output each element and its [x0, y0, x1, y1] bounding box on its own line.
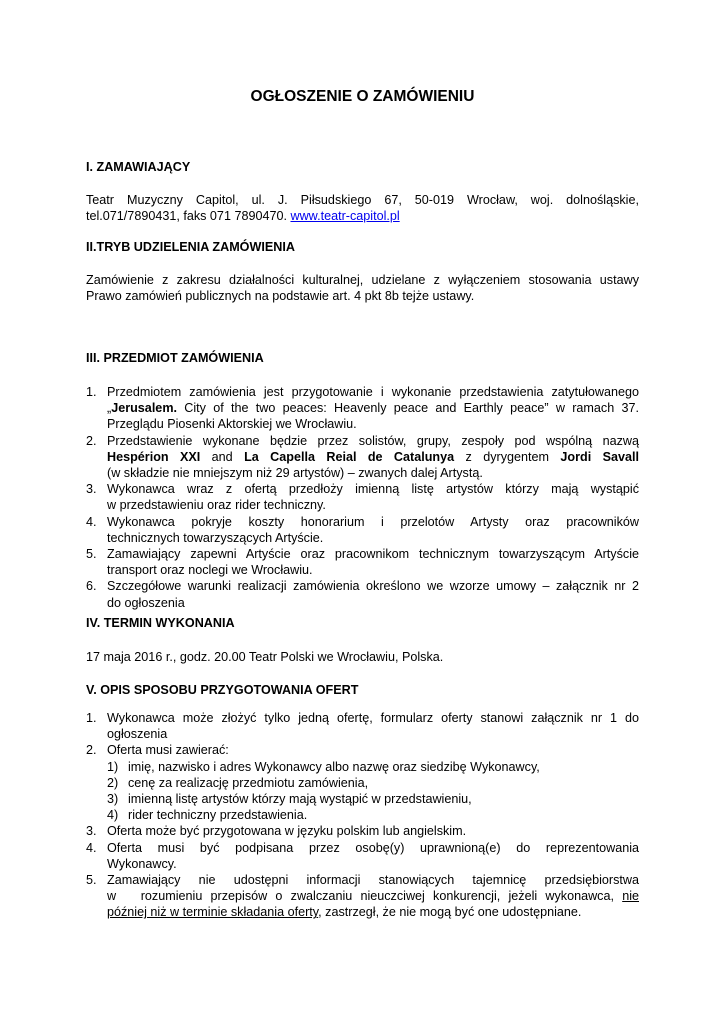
bold-conductor: Jordi Savall — [560, 449, 639, 464]
conductor-text: z dyrygentem — [454, 449, 561, 464]
item-number: 4. — [86, 514, 97, 529]
section-1-heading: I. ZAMAWIAJĄCY — [86, 160, 191, 174]
confidentiality-text: w rozumieniu przepisów o zwalczaniu nieuczciwej konkurencji, jeżeli wykonawca, — [107, 889, 623, 904]
item-line: Wykonawca pokryje koszty honorarium i przelotów Artysty oraz pracowników — [107, 514, 639, 529]
item-line: Zamawiający nie udostępni informacji stanowiących tajemnicę przedsiębiorstwa — [107, 873, 639, 888]
section-5-heading: V. OPIS SPOSOBU PRZYGOTOWANIA OFERT — [86, 683, 359, 697]
contact-text: tel.071/7890431, faks 071 7890470. — [86, 209, 291, 224]
item-number: 5. — [86, 547, 97, 562]
sub-list-item — [107, 791, 639, 807]
sub-item-text: cenę za realizację przedmiotu zamówienia, — [128, 775, 369, 790]
item-line: Przedstawienie wykonane będzie przez solistów, grupy, zespoły pod wspólną nazwą — [107, 433, 639, 448]
item-line: Szczegółowe warunki realizacji zamówienia określono we wzorze umowy – załącznik nr 2 — [107, 579, 639, 594]
section-1-line-1: Teatr Muzyczny Capitol, ul. J. Piłsudskiego 67, 50-019 Wrocław, woj. dolnośląskie, — [86, 193, 639, 207]
and-text: and — [200, 449, 245, 464]
item-line: Zamawiający zapewni Artyście oraz pracownikom technicznym towarzyszącym Artyście — [107, 547, 639, 562]
item-line — [107, 904, 639, 920]
bold-ensemble-1: Hespérion XXI — [107, 449, 201, 464]
item-line: Oferta może być przygotowana w języku polskim lub angielskim. — [107, 824, 467, 839]
sub-item-number: 1) — [107, 759, 119, 774]
item-line: do ogłoszenia — [107, 595, 185, 610]
item-line: ogłoszenia — [107, 727, 168, 742]
bold-ensemble-2: La Capella Reial de Catalunya — [244, 449, 455, 464]
item-line: Przedmiotem zamówienia jest przygotowanie i wykonanie przedstawienia zatytułowanego — [107, 385, 639, 399]
section-2-heading: II.TRYB UDZIELENIA ZAMÓWIENIA — [86, 240, 295, 254]
bold-title: Jerusalem. — [111, 401, 178, 416]
list-item — [86, 546, 639, 578]
list-item — [86, 481, 639, 513]
sub-list — [107, 759, 639, 824]
item-number: 2. — [86, 433, 97, 448]
list-item — [86, 384, 639, 433]
item-number: 1. — [86, 711, 97, 725]
item-number: 6. — [86, 579, 97, 594]
sub-item-number: 2) — [107, 775, 119, 790]
website-link[interactable]: www.teatr-capitol.pl — [290, 209, 400, 224]
open-quote: „ — [107, 401, 112, 416]
sub-list-item — [107, 759, 639, 775]
item-number: 5. — [86, 873, 97, 888]
item-line: w przedstawieniu oraz rider techniczny. — [107, 498, 326, 513]
item-number: 2. — [86, 743, 97, 758]
list-item — [86, 514, 639, 546]
section-1-line-2 — [86, 208, 639, 224]
item-line: Wykonawca wraz z ofertą przedłoży imienną listę artystów którzy mają wystąpić — [107, 482, 639, 497]
section-3-heading: III. PRZEDMIOT ZAMÓWIENIA — [86, 351, 264, 365]
item-line: technicznych towarzyszących Artyście. — [107, 530, 324, 545]
item-line: Wykonawca może złożyć tylko jedną ofertę, formularz oferty stanowi załącznik nr 1 do — [107, 711, 639, 725]
list-item — [86, 742, 639, 823]
item-line: Wykonawcy. — [107, 856, 177, 871]
sub-item-number: 3) — [107, 792, 119, 807]
section-4-body: 17 maja 2016 r., godz. 20.00 Teatr Polski we Wrocławiu, Polska. — [86, 650, 444, 664]
item-line: (w składzie nie mniejszym niż 29 artystów) – zwanych dalej Artystą. — [107, 466, 483, 481]
section-5-list — [86, 710, 639, 921]
item-line — [107, 449, 639, 465]
sub-item-number: 4) — [107, 808, 119, 823]
item-line: Przeglądu Piosenki Aktorskiej we Wrocławiu. — [107, 417, 357, 432]
underlined-text: nie — [622, 889, 639, 904]
section-2-line-1: Zamówienie z zakresu działalności kulturalnej, udzielane z wyłączeniem stosowania ustawy — [86, 273, 639, 287]
list-item — [86, 433, 639, 482]
list-item — [86, 578, 639, 610]
item-number: 3. — [86, 482, 97, 497]
page-title: OGŁOSZENIE O ZAMÓWIENIU — [250, 88, 475, 105]
section-4-heading: IV. TERMIN WYKONANIA — [86, 616, 235, 630]
title-rest: City of the two peaces: Heavenly peace and Earthly peace” w ramach 37. — [177, 401, 639, 416]
item-number: 1. — [86, 385, 97, 399]
sub-list-item — [107, 807, 639, 823]
reservation-text: , zastrzegł, że nie mogą być one udostępniane. — [318, 905, 582, 920]
item-line: Oferta musi zawierać: — [107, 743, 229, 758]
section-2-line-2: Prawo zamówień publicznych na podstawie art. 4 pkt 8b tejże ustawy. — [86, 289, 475, 304]
list-item — [86, 840, 639, 872]
list-item — [86, 823, 639, 839]
item-line: transport oraz noclegi we Wrocławiu. — [107, 563, 313, 578]
underlined-deadline-text: później niż w terminie składania oferty — [107, 905, 319, 920]
item-line: Oferta musi być podpisana przez osobę(y) uprawnioną(e) do reprezentowania — [107, 840, 639, 855]
item-line — [107, 400, 639, 416]
list-item — [86, 710, 639, 742]
sub-list-item — [107, 775, 639, 791]
sub-item-text: imienną listę artystów którzy mają wystąpić w przedstawieniu, — [128, 792, 472, 807]
item-line — [107, 888, 639, 904]
sub-item-text: rider techniczny przedstawienia. — [128, 808, 308, 823]
section-1-body — [86, 192, 639, 224]
sub-item-text: imię, nazwisko i adres Wykonawcy albo nazwę oraz siedzibę Wykonawcy, — [128, 759, 540, 774]
item-number: 4. — [86, 840, 97, 855]
section-2-body — [86, 272, 639, 304]
list-item — [86, 872, 639, 921]
item-number: 3. — [86, 824, 97, 839]
section-3-list — [86, 384, 639, 611]
